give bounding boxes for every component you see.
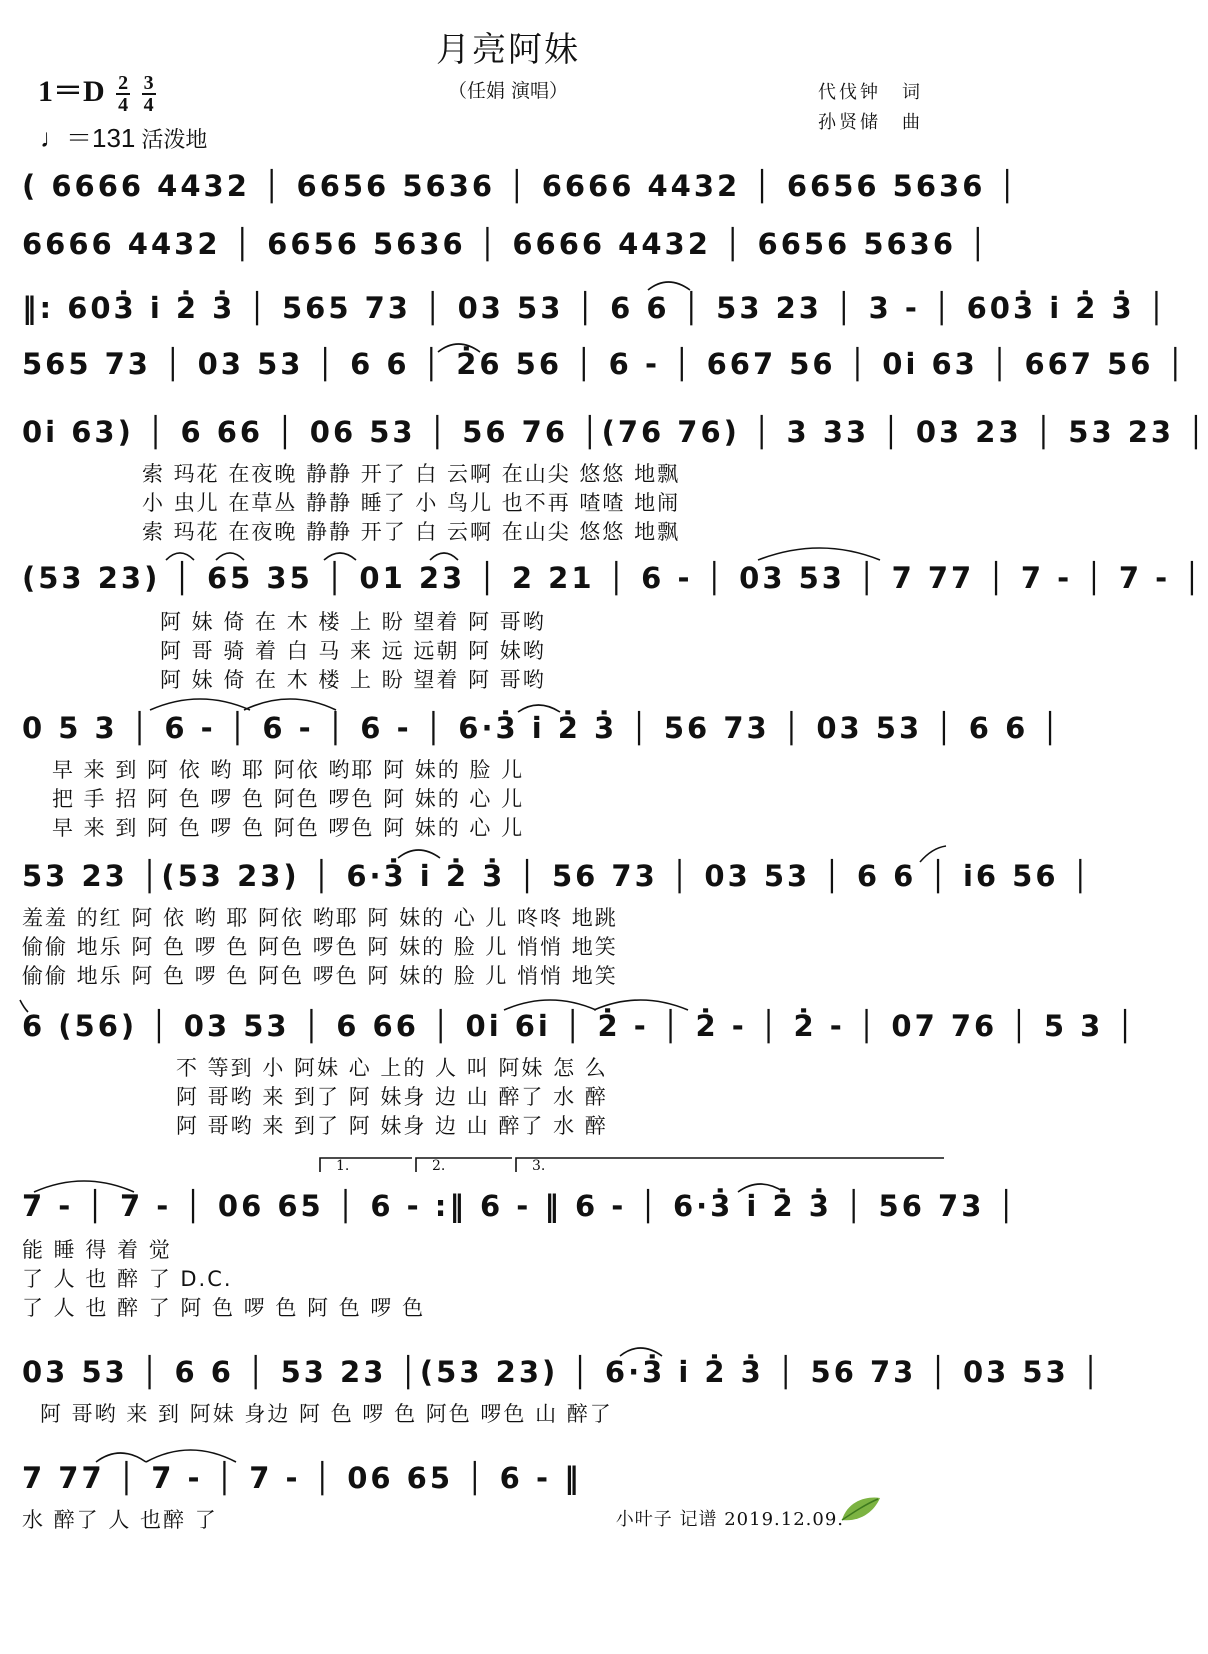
slur: [430, 553, 458, 560]
lyric-verse-3: 阿 妹 倚 在 木 楼 上 盼 望着 阿 哥哟: [160, 668, 546, 692]
slur: [738, 1184, 784, 1192]
volta-1: 1.: [336, 1158, 350, 1174]
notes-line: 7 - │ 7 - │ 06 65 │ 6 - :‖ 6 - ‖ 6 - │ 6·3̇ i̇ 2̇ 3̇ │ 56 73 │: [22, 1189, 1018, 1223]
notes-line: 0i̇ 63) │ 6 66 │ 06 53 │ 56 76 │(76 76) │ 3 33 │ 03 23 │ 53 23 │: [22, 415, 1208, 449]
lyric-verse-2: 小 虫儿 在草丛 静静 睡了 小 鸟儿 也不再 喳喳 地闹: [142, 491, 681, 515]
lyric-verse-3: 偷偷 地乐 阿 色 啰 色 阿色 啰色 阿 妹的 脸 儿 悄悄 地笑: [22, 964, 618, 988]
lyricist-credit: 代伐钟 词: [818, 82, 923, 103]
lyric-verse-1: 羞羞 的红 阿 依 哟 耶 阿依 哟耶 阿 妹的 心 儿 咚咚 地跳: [22, 906, 618, 930]
lyric-verse-1: 阿 哥哟 来 到 阿妹 身边 阿 色 啰 色 阿色 啰色 山 醉了: [40, 1402, 613, 1426]
lyric-verse-1: 水 醉了 人 也醉 了: [22, 1508, 218, 1532]
notes-line: 7 77 │ 7 - │ 7 - │ 06 65 │ 6 - ‖: [22, 1461, 582, 1495]
notes-line: 53 23 │(53 23) │ 6·3̇ i̇ 2̇ 3̇ │ 56 73 │ 03 53 │ 6 6 │ i̇6 56 │: [22, 859, 1093, 893]
tempo-value: ♩＝131: [40, 123, 136, 153]
notes-line: 6666 4432 │ 6656 5636 │ 6666 4432 │ 6656 5636 │: [22, 227, 990, 261]
notes-line: 565 73 │ 03 53 │ 6 6 │ 2̇6 56 │ 6 - │ 667 56 │ 0i̇ 63 │ 667 56 │: [22, 347, 1188, 381]
page-title: 月亮阿妹: [436, 30, 580, 70]
lyric-verse-1: 阿 妹 倚 在 木 楼 上 盼 望着 阿 哥哟: [160, 610, 546, 634]
slur: [324, 553, 356, 560]
slur: [34, 1181, 134, 1192]
lyric-verse-3: 索 玛花 在夜晚 静静 开了 白 云啊 在山尖 悠悠 地飘: [142, 520, 681, 544]
volta-bracket: [516, 1158, 944, 1172]
slur: [398, 850, 440, 858]
lyric-verse-2: 阿 哥 骑 着 白 马 来 远 远朝 阿 妹哟: [160, 639, 546, 663]
volta-bracket: [320, 1158, 412, 1172]
time-signature-2: $\frac{3}{4}$: [143, 72, 154, 117]
lyric-verse-2: 了 人 也 醉 了 D.C.: [22, 1267, 233, 1291]
transcriber-footer: 小叶子 记谱 2019.12.09.: [615, 1509, 844, 1530]
time-signature-1: $\frac{2}{4}$: [118, 72, 129, 117]
lyric-verse-1: 能 睡 得 着 觉: [22, 1238, 172, 1262]
lyric-verse-3: 早 来 到 阿 色 啰 色 阿色 啰色 阿 妹的 心 儿: [52, 816, 525, 840]
lyric-verse-2: 阿 哥哟 来 到了 阿 妹身 边 山 醉了 水 醉: [176, 1085, 608, 1109]
notes-line: ( 6666 4432 │ 6656 5636 │ 6666 4432 │ 6656 5636 │: [22, 169, 1019, 203]
volta-2: 2.: [432, 1158, 446, 1174]
composer-credit: 孙贤储 曲: [818, 112, 923, 133]
slur: [518, 705, 560, 712]
slur: [758, 548, 880, 560]
slur: [166, 553, 194, 560]
lyric-verse-2: 偷偷 地乐 阿 色 啰 色 阿色 啰色 阿 妹的 脸 儿 悄悄 地笑: [22, 935, 618, 959]
singer-subtitle: （任娟 演唱）: [447, 80, 569, 102]
notes-line: 0 5 3 │ 6 - │ 6 - │ 6 - │ 6·3̇ i̇ 2̇ 3̇ │ 56 73 │ 03 53 │ 6 6 │: [22, 711, 1062, 745]
slur: [20, 1000, 28, 1012]
notes-line: 03 53 │ 6 6 │ 53 23 │(53 23) │ 6·3̇ i̇ 2̇ 3̇ │ 56 73 │ 03 53 │: [22, 1355, 1103, 1389]
notes-line: ‖: 603̇ i̇ 2̇ 3̇ │ 565 73 │ 03 53 │ 6 6 │ 53 23 │ 3 - │ 603̇ i̇ 2̇ 3̇ │: [22, 291, 1169, 325]
lyric-verse-3: 了 人 也 醉 了 阿 色 啰 色 阿 色 啰 色: [22, 1296, 426, 1320]
slur: [96, 1453, 146, 1462]
notes-line: 6 (56) │ 03 53 │ 6 66 │ 0i̇ 6i̇ │ 2̇ - │ 2̇ - │ 2̇ - │ 07 76 │ 5 3 │: [22, 1009, 1137, 1043]
volta-bracket: [416, 1158, 512, 1172]
notes-line: (53 23) │ 65 35 │ 01 23 │ 2 21 │ 6 - │ 03 53 │ 7 77 │ 7 - │ 7 - │: [22, 561, 1204, 595]
slur: [648, 282, 690, 290]
slur: [146, 1450, 236, 1462]
key-label: 1＝D: [38, 75, 105, 108]
tempo-marking: 活泼地: [141, 128, 208, 153]
lyric-verse-1: 不 等到 小 阿妹 心 上的 人 叫 阿妹 怎 么: [176, 1056, 608, 1080]
slur: [244, 699, 336, 710]
lyric-verse-2: 把 手 招 阿 色 啰 色 阿色 啰色 阿 妹的 心 儿: [52, 787, 525, 811]
slur: [438, 344, 480, 352]
lyric-verse-1: 索 玛花 在夜晚 静静 开了 白 云啊 在山尖 悠悠 地飘: [142, 462, 681, 486]
slur: [920, 846, 946, 862]
slur: [504, 1000, 596, 1010]
slur: [620, 1348, 662, 1356]
slur: [594, 1000, 688, 1010]
lyric-verse-3: 阿 哥哟 来 到了 阿 妹身 边 山 醉了 水 醉: [176, 1114, 608, 1138]
lyric-verse-1: 早 来 到 阿 依 哟 耶 阿依 哟耶 阿 妹的 脸 儿: [52, 758, 525, 782]
leaf-icon: [838, 1494, 882, 1524]
slur: [150, 699, 250, 710]
volta-3: 3.: [532, 1158, 546, 1174]
slur: [216, 553, 244, 560]
